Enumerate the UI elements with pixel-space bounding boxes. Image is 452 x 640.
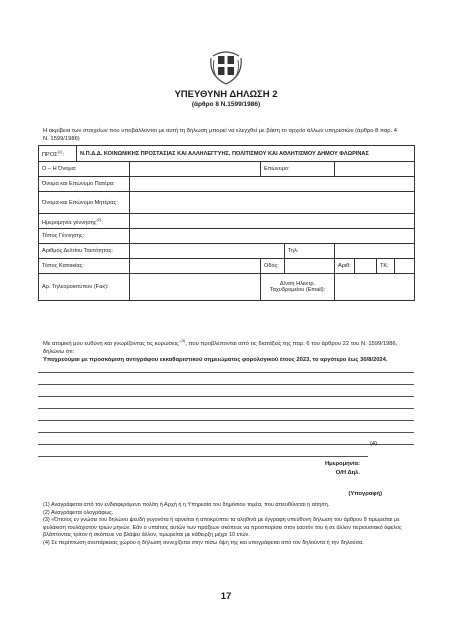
- surname-field[interactable]: [335, 162, 415, 177]
- birthdate-footnote-ref: (2): [96, 216, 102, 222]
- document-subtitle: (άρθρο 8 Ν.1599/1986): [191, 101, 261, 108]
- name-field[interactable]: [130, 162, 261, 177]
- residence-label: Τόπος Κατοικίας:: [39, 259, 130, 274]
- declaration-statement: [43, 337, 415, 356]
- document-title: ΥΠΕΥΘΥΝΗ ΔΗΛΩΣΗ 2: [174, 89, 278, 100]
- name-label: Ο – Η Όνομα:: [39, 162, 130, 177]
- page-number: 17: [220, 591, 232, 602]
- row-recipient: [39, 146, 415, 162]
- street-label: Οδός:: [261, 259, 285, 274]
- footnote-1: (1) Αναγράφεται από τον ενδιαφερόμενο πολίτη ή Αρχή ή η Υπηρεσία του δημόσιου τομέα, που απευθύνεται η αίτηση.: [43, 502, 330, 508]
- phone-label: Τηλ:: [285, 244, 335, 259]
- blank-line: [38, 384, 414, 385]
- postal-code-label: ΤΚ:: [377, 259, 395, 274]
- birthdate-label: Ημερομηνία γέννησης: [42, 219, 97, 226]
- recipient-footnote-ref: (1): [57, 149, 63, 155]
- footnote-2: (2) Αναγράφεται ολογράφως.: [43, 509, 114, 516]
- declaration-text-before: Με ατομική μου ευθύνη και γνωρίζοντας τις κυρώσεις: [43, 340, 179, 347]
- birthplace-field[interactable]: [130, 229, 415, 244]
- footnote-3: (3) «Όποιος εν γνώσει του δηλώνει ψευδή γεγονότα ή αρνείται ή αποκρύπτει τα αληθινά με έγγραφη υπεύθυνη δήλωση του άρθρου 8 τιμωρείται με φυλάκιση τουλάχιστον τριών μηνών. Εάν ο υπαίτιος αυτών των πράξεων σκόπευε να προσπορίσει στον εαυτόν του ή σε άλλον περιουσιακό όφελος βλάπτοντας τρίτον ή σκόπευε να βλάψει άλλον, τιμωρείται με κάθειρξη μέχρι 10 ετών.: [43, 517, 402, 539]
- father-name-field[interactable]: [130, 177, 415, 192]
- continuation-note-ref: (4): [370, 441, 378, 447]
- row-residence: [39, 259, 415, 274]
- email-label: Δ/νση Ηλεκτρ. Ταχυδρομείου (Email):: [261, 274, 335, 301]
- row-name: [39, 162, 415, 177]
- residence-field[interactable]: [130, 259, 261, 274]
- email-field[interactable]: [335, 274, 415, 301]
- blank-line: [38, 408, 414, 409]
- signature-date-label: Ημερομηνία:: [324, 461, 360, 467]
- row-mother: [39, 192, 415, 214]
- declaration-text-after: , που προβλέπονται από τις διατάξεις της παρ. 6 του άρθρου 22 του Ν. 1599/1986, δηλώνω ότι:: [43, 340, 398, 356]
- phone-field[interactable]: [335, 244, 415, 259]
- signature-sign-label: (Υπογραφή): [348, 491, 382, 497]
- street-field[interactable]: [285, 259, 335, 274]
- blank-line: [38, 372, 414, 373]
- declarant-details-form: [38, 145, 415, 301]
- recipient-colon: :: [62, 151, 65, 158]
- id-number-field[interactable]: [130, 244, 285, 259]
- birthdate-field[interactable]: [130, 214, 415, 229]
- recipient-label-cell: [39, 146, 77, 162]
- row-birthdate: [39, 214, 415, 229]
- signature-declarant-label: Ο/Η Δηλ.: [335, 470, 360, 476]
- birthdate-label-cell: [39, 214, 130, 229]
- fax-field[interactable]: [130, 274, 261, 301]
- blank-line: [38, 444, 414, 445]
- id-number-label: Αριθμός Δελτίου Ταυτότητας:: [39, 244, 130, 259]
- row-id: [39, 244, 415, 259]
- street-number-label: Αριθ:: [335, 259, 355, 274]
- footnotes: [43, 502, 415, 548]
- blank-line: [38, 396, 414, 397]
- row-contact: [39, 274, 415, 301]
- father-name-label: Όνομα και Επώνυμο Πατέρα:: [39, 177, 130, 192]
- blank-line: [38, 456, 368, 457]
- birthdate-colon: :: [101, 219, 103, 226]
- declaration-commitment: Υποχρεούμαι με προσκόμιση αντιγράφου εκκαθαριστικού σημειώματος φορολογικού έτους 2023, το αργότερο έως 30/8/2024.: [43, 357, 388, 363]
- blank-line: [38, 420, 414, 421]
- row-birthplace: [39, 229, 415, 244]
- birthplace-label: Τόπος Γέννησης:: [39, 229, 130, 244]
- greek-coat-of-arms-emblem: [209, 46, 243, 86]
- mother-name-field[interactable]: [130, 192, 415, 214]
- recipient-label: ΠΡΟΣ: [42, 151, 58, 158]
- row-father: [39, 177, 415, 192]
- mother-name-label: Όνομα και Επώνυμο Μητέρας:: [39, 192, 130, 214]
- fax-label: Αρ. Τηλεομοιοτύπου (Fax):: [39, 274, 130, 301]
- surname-label: Επώνυμο:: [261, 162, 335, 177]
- recipient-value: Ν.Π.Δ.Δ. ΚΟΙΝΩΝΙΚΗΣ ΠΡΟΣΤΑΣΙΑΣ ΚΑΙ ΑΛΛΗΛΕΓΓΥΗΣ, ΠΟΛΙΤΙΣΜΟΥ ΚΑΙ ΑΘΛΗΤΙΣΜΟΥ ΔΗΜΟΥ ΦΛΩΡΙΝΑΣ: [77, 146, 415, 162]
- footnote-4: (4) Σε περίπτωση ανεπάρκειας χώρου η δήλωση συνεχίζεται στην πίσω όψη της και υπογράφεται από τον δηλούντα ή την δηλούσα.: [43, 539, 364, 546]
- blank-line: [38, 432, 414, 433]
- street-number-field[interactable]: [355, 259, 377, 274]
- postal-code-field[interactable]: [395, 259, 415, 274]
- declaration-footnote-ref: (3): [180, 338, 186, 343]
- intro-text: Η ακρίβεια των στοιχείων που υποβάλλονται με αυτή τη δήλωση μπορεί να ελεγχθεί με βάση το αρχείο άλλων υπηρεσιών (άρθρο 8 παρ. 4 Ν. 1599/1986): [43, 128, 397, 143]
